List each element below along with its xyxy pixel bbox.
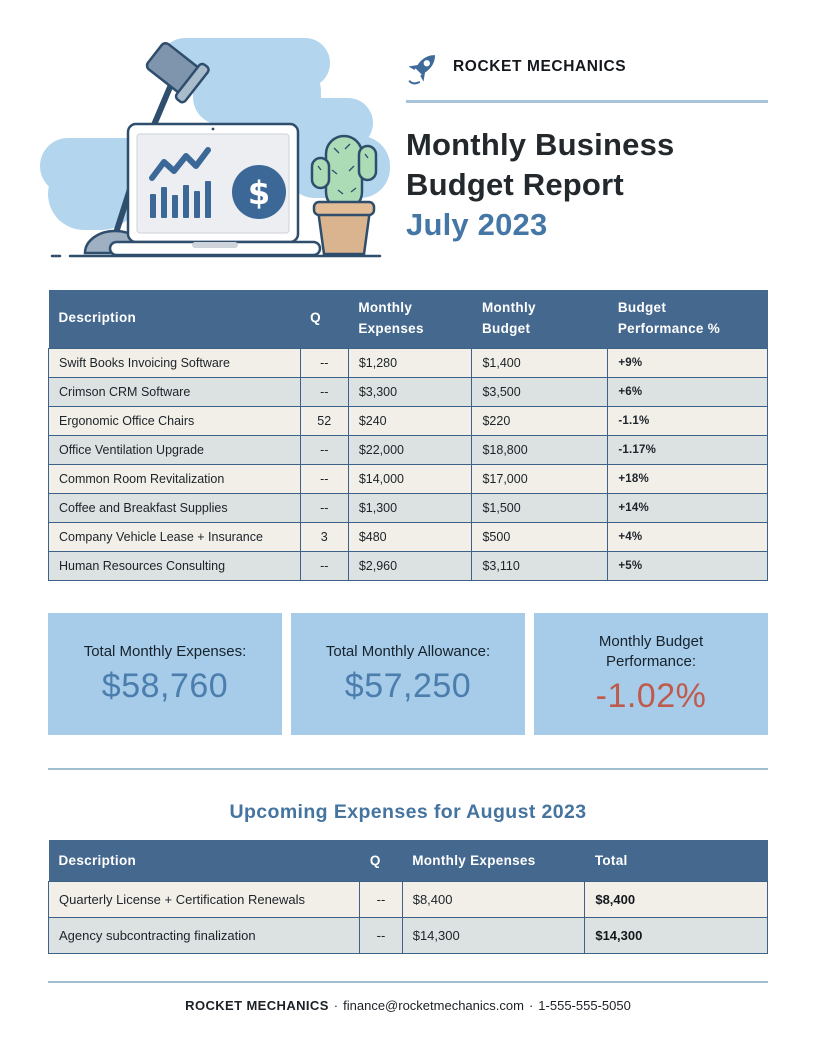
- footer-divider: [48, 981, 768, 984]
- card-label: Total Monthly Allowance:: [325, 642, 491, 660]
- cell-expenses: $14,000: [348, 464, 472, 493]
- cell-performance: +9%: [608, 348, 768, 377]
- footer-separator: ·: [333, 998, 339, 1014]
- cell-description: Office Ventilation Upgrade: [49, 435, 301, 464]
- cell-budget: $3,500: [472, 377, 608, 406]
- cell-description: Human Resources Consulting: [49, 551, 301, 580]
- table-row: [49, 406, 768, 435]
- card-label: Monthly Budget Performance:: [598, 632, 704, 670]
- cell-quantity: --: [300, 377, 348, 406]
- cell-description: Agency subcontracting finalization: [49, 917, 360, 953]
- laptop: [110, 124, 320, 255]
- cell-description: Crimson CRM Software: [49, 377, 301, 406]
- total-allowance-card: [291, 613, 525, 735]
- budget-performance-value: -1.02%: [595, 677, 707, 716]
- cell-performance: +14%: [608, 493, 768, 522]
- rocket-icon: [406, 48, 443, 85]
- report-month: July 2023: [406, 207, 548, 243]
- table-row: [49, 881, 768, 917]
- footer-contact: [48, 998, 768, 1013]
- col-description: Description: [49, 290, 301, 348]
- cell-description: Company Vehicle Lease + Insurance: [49, 522, 301, 551]
- table-row: [49, 435, 768, 464]
- cell-expenses: $480: [348, 522, 472, 551]
- table-row: [49, 917, 768, 953]
- header-section: [48, 0, 768, 270]
- cell-quantity: --: [360, 881, 402, 917]
- col-monthly-budget: Monthly Budget: [472, 290, 608, 348]
- cell-performance: +4%: [608, 522, 768, 551]
- dollar-icon: [232, 165, 286, 219]
- table-row: [49, 377, 768, 406]
- cell-quantity: --: [360, 917, 402, 953]
- cell-description: Swift Books Invoicing Software: [49, 348, 301, 377]
- cell-budget: $500: [472, 522, 608, 551]
- cell-quantity: --: [300, 551, 348, 580]
- report-title-line2: Budget Report: [406, 166, 624, 202]
- cell-budget: $220: [472, 406, 608, 435]
- cell-quantity: 52: [300, 406, 348, 435]
- total-expenses-value: $58,760: [101, 666, 229, 705]
- cell-expenses: $22,000: [348, 435, 472, 464]
- cell-quantity: --: [300, 464, 348, 493]
- cell-performance: -1.1%: [608, 406, 768, 435]
- footer-company: ROCKET MECHANICS: [185, 998, 329, 1014]
- cell-budget: $1,500: [472, 493, 608, 522]
- cell-expenses: $3,300: [348, 377, 472, 406]
- report-title: [406, 125, 768, 206]
- cell-expenses: $1,300: [348, 493, 472, 522]
- total-expenses-card: [48, 613, 282, 735]
- col-monthly-expenses: Monthly Expenses: [402, 840, 585, 881]
- cell-performance: +18%: [608, 464, 768, 493]
- brand-name: ROCKET MECHANICS: [453, 57, 627, 75]
- cell-performance: +5%: [608, 551, 768, 580]
- cell-budget: $3,110: [472, 551, 608, 580]
- svg-text:$: $: [247, 174, 271, 212]
- upcoming-table-header: [49, 840, 768, 881]
- brand-divider: [406, 100, 768, 103]
- upcoming-expenses-table: [48, 840, 768, 954]
- summary-cards: [48, 613, 768, 735]
- col-quantity: Q: [300, 290, 348, 348]
- cell-expenses: $8,400: [402, 881, 585, 917]
- cell-budget: $1,400: [472, 348, 608, 377]
- report-title-line1: Monthly Business: [406, 126, 675, 162]
- cell-quantity: --: [300, 493, 348, 522]
- cell-description: Coffee and Breakfast Supplies: [49, 493, 301, 522]
- cell-description: Quarterly License + Certification Renewals: [49, 881, 360, 917]
- cell-budget: $17,000: [472, 464, 608, 493]
- cell-expenses: $14,300: [402, 917, 585, 953]
- budget-table-header: [49, 290, 768, 348]
- table-row: [49, 522, 768, 551]
- footer-separator: ·: [528, 998, 534, 1014]
- cell-description: Ergonomic Office Chairs: [49, 406, 301, 435]
- budget-table: [48, 290, 768, 581]
- cell-description: Common Room Revitalization: [49, 464, 301, 493]
- col-quantity: Q: [360, 840, 402, 881]
- footer-phone: 1-555-555-5050: [538, 998, 631, 1014]
- col-monthly-expenses: Monthly Expenses: [348, 290, 472, 348]
- cell-quantity: --: [300, 435, 348, 464]
- brand-logo-row: [406, 48, 768, 85]
- cell-total: $14,300: [585, 917, 768, 953]
- cell-expenses: $2,960: [348, 551, 472, 580]
- total-allowance-value: $57,250: [344, 666, 472, 705]
- cell-expenses: $1,280: [348, 348, 472, 377]
- table-row: [49, 493, 768, 522]
- table-row: [49, 348, 768, 377]
- cell-quantity: --: [300, 348, 348, 377]
- col-description: Description: [49, 840, 360, 881]
- cell-performance: -1.17%: [608, 435, 768, 464]
- section-divider: [48, 768, 768, 771]
- cell-expenses: $240: [348, 406, 472, 435]
- col-total: Total: [585, 840, 768, 881]
- upcoming-section-title: Upcoming Expenses for August 2023: [229, 801, 587, 824]
- footer-email: finance@rocketmechanics.com: [343, 998, 524, 1014]
- desk-laptop-illustration: [38, 8, 392, 258]
- table-row: [49, 551, 768, 580]
- cell-budget: $18,800: [472, 435, 608, 464]
- cell-total: $8,400: [585, 881, 768, 917]
- cell-performance: +6%: [608, 377, 768, 406]
- col-budget-performance: Budget Performance %: [608, 290, 768, 348]
- budget-performance-card: [534, 613, 768, 735]
- card-label: Total Monthly Expenses:: [83, 642, 247, 660]
- cell-quantity: 3: [300, 522, 348, 551]
- table-row: [49, 464, 768, 493]
